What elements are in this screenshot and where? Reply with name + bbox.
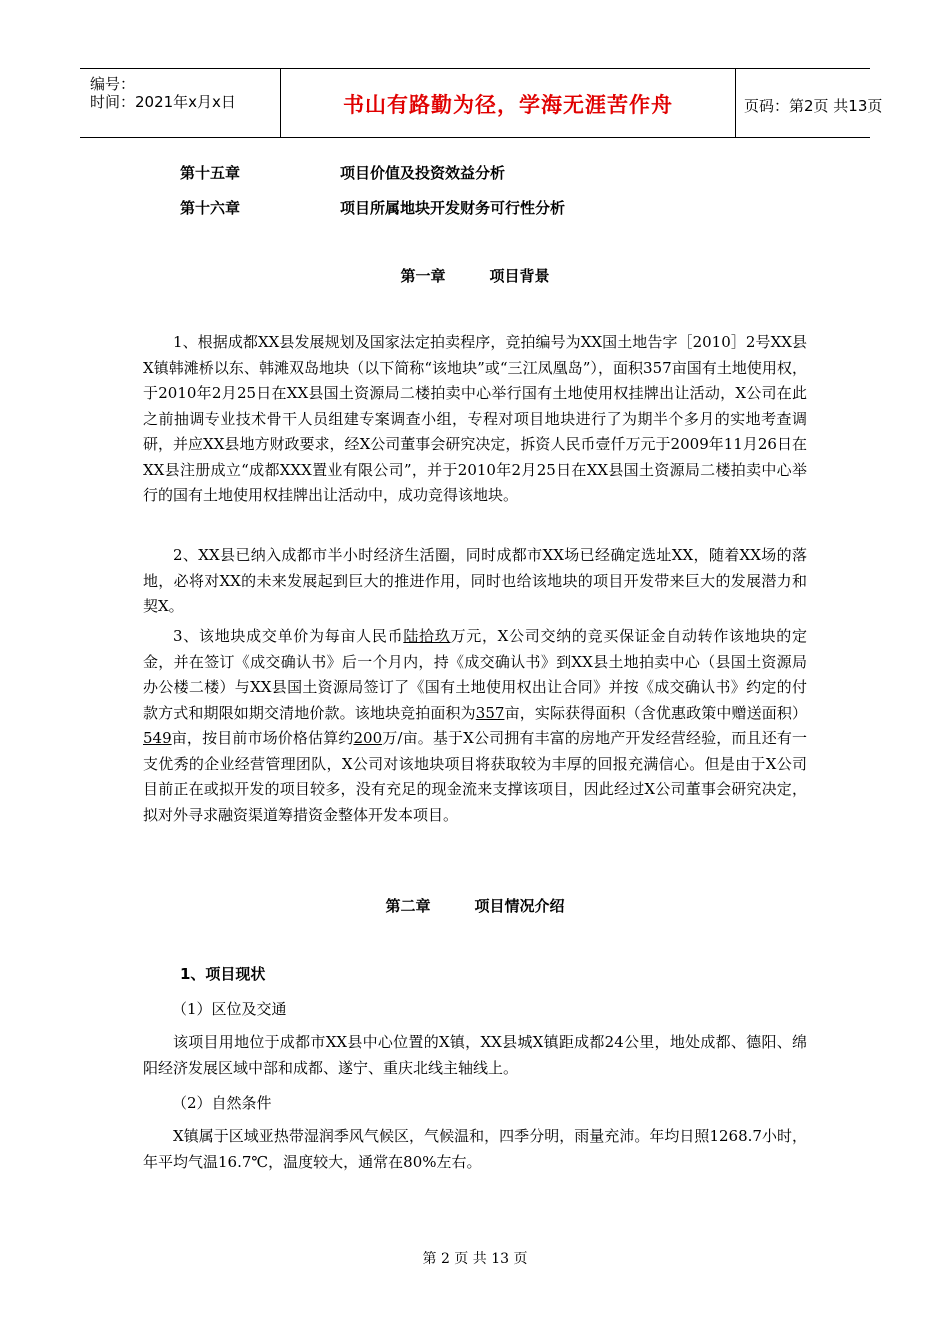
- chapter-title: 项目情况介绍: [474, 897, 565, 915]
- section-1-title: 1、项目现状: [180, 965, 266, 983]
- header-motto: 书山有路勤为径，学海无涯苦作舟: [343, 93, 673, 117]
- paragraph-3-text: 万/亩。基于X公司拥有丰富的房地产开发经营经验，而且还有一支优秀的企业经营管理团队，X公司对该地块项目将获取较为丰厚的回报充满信心。但是由于X公司目前正在或拟开发的项目较多，没有充足的现金流来支撑该项目，因此经过X公司董事会研究决定，拟对外寻求融资渠道筹措资金整体开发本项目。: [143, 729, 807, 824]
- page-footer: 第 2 页 共 13 页: [422, 1251, 528, 1267]
- paragraph-3: [143, 624, 807, 828]
- document-date-label: 时间：2021年x月x日: [90, 93, 236, 111]
- paragraph-3-text: 万元，X公司交纳的竞买保证金自动转作该地块的定金，并在签订《成交确认书》后一个月内，持《成交确认书》到XX县土地拍卖中心（县国土资源局办公楼二楼）与XX县国土资源局签订了《国有土地使用权出让合同》并按《成交确认书》约定的付款方式和期限如期交清地价款。该地块竞拍面积为: [143, 627, 807, 722]
- document-number-label: 编号：: [90, 75, 136, 93]
- header-page-info: 页码：第2页 共13页: [744, 97, 883, 115]
- auction-area-value: 357: [475, 703, 505, 722]
- unit-price-value: 陆拾玖: [403, 627, 451, 645]
- chapter-number: 第一章: [400, 267, 446, 285]
- chapter-title: 项目背景: [489, 267, 550, 285]
- estimated-price-value: 200: [353, 729, 383, 747]
- toc-chapter-title: 项目所属地块开发财务可行性分析: [340, 199, 566, 217]
- chapter-1-heading: [0, 265, 950, 286]
- chapter-number: 第二章: [385, 897, 431, 915]
- paragraph-3-text: 亩，按目前市场价格估算约: [171, 729, 354, 747]
- paragraph-2: 2、XX县已纳入成都市半小时经济生活圈，同时成都市XX场已经确定选址XX，随着XX场的落地，必将对XX的未来发展起到巨大的推进作用，同时也给该地块的项目开发带来巨大的发展潜力和契X。: [143, 546, 807, 615]
- toc-chapter-number: 第十六章: [180, 199, 241, 217]
- paragraph-3-text: 亩，实际获得面积（含优惠政策中赠送面积）: [504, 703, 807, 722]
- header-meta: [80, 69, 280, 137]
- subsection-2-title: （2）自然条件: [172, 1094, 272, 1112]
- header-motto-cell: [280, 69, 736, 137]
- actual-area-value: 549: [143, 729, 172, 747]
- natural-conditions-paragraph: X镇属于区域亚热带湿润季风气候区，气候温和，四季分明，雨量充沛。年均日照1268.7小时，年平均气温16.7℃，温度较大，通常在80%左右。: [143, 1127, 807, 1171]
- paragraph-1: 1、根据成都XX县发展规划及国家法定拍卖程序，竞拍编号为XX国土地告字［2010］2号XX县X镇韩滩桥以东、韩滩双岛地块（以下简称“该地块”或“三江凤凰岛”），面积357亩国有土地使用权，于2010年2月25日在XX县国土资源局二楼拍卖中心举行国有土地使用权挂牌出让活动，X公司在此之前抽调专业技术骨干人员组建专案调查小组，专程对项目地块进行了为期半个多月的实地考查调研，并应XX县地方财政要求，经X公司董事会研究决定，拆资人民币壹仟万元于2009年11月26日在XX县注册成立“成都XXX置业有限公司”，并于2010年2月25日在XX县国土资源局二楼拍卖中心举行的国有土地使用权挂牌出让活动中，成功竞得该地块。: [143, 333, 807, 504]
- subsection-1-title: （1）区位及交通: [172, 1000, 287, 1018]
- toc-chapter-number: 第十五章: [180, 164, 241, 182]
- page-header: [80, 68, 883, 138]
- paragraph-3-text: 3、该地块成交单价为每亩人民币: [173, 627, 404, 645]
- header-page-cell: [736, 69, 883, 137]
- toc-chapter-title: 项目价值及投资效益分析: [340, 164, 506, 182]
- location-paragraph: 该项目用地位于成都市XX县中心位置的X镇，XX县城X镇距成都24公里，地处成都、德阳、绵阳经济发展区域中部和成都、遂宁、重庆北线主轴线上。: [143, 1033, 807, 1077]
- chapter-2-heading: [0, 895, 950, 916]
